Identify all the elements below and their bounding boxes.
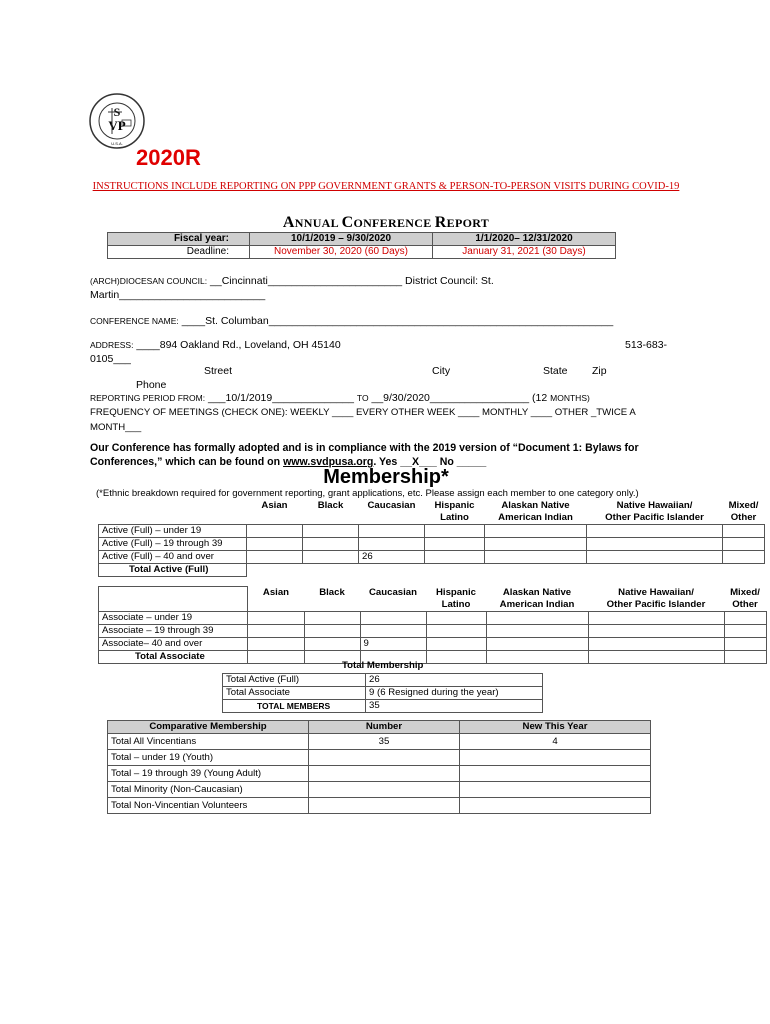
bylaws-text2a: Conferences,” which can be found on — [90, 456, 284, 468]
row-label: Total – 19 through 39 (Young Adult) — [108, 766, 309, 782]
cell[interactable] — [724, 650, 766, 663]
cell[interactable] — [248, 611, 305, 624]
col-hispanic — [426, 587, 486, 612]
svdp-seal-icon — [88, 92, 146, 150]
total-assoc-value[interactable]: 9 (6 Resigned during the year) — [366, 687, 543, 700]
cell[interactable]: 26 — [359, 551, 425, 564]
conference-label: CONFERENCE NAME: — [90, 316, 179, 326]
col-mixed — [723, 500, 765, 525]
col-hawaiian — [587, 500, 723, 525]
cell[interactable] — [360, 624, 426, 637]
number-cell[interactable]: 35 — [309, 734, 460, 750]
new-cell[interactable] — [460, 798, 651, 814]
cell[interactable] — [723, 525, 765, 538]
table-row — [99, 538, 765, 551]
cell[interactable] — [486, 624, 588, 637]
cell[interactable] — [724, 611, 766, 624]
total-members-value[interactable]: 35 — [366, 700, 543, 713]
state-caption: State — [543, 365, 568, 377]
cell[interactable] — [724, 624, 766, 637]
table-row — [108, 766, 651, 782]
cell[interactable] — [359, 525, 425, 538]
title-part: R — [434, 214, 447, 231]
cell[interactable] — [247, 551, 303, 564]
row-label: Total Minority (Non-Caucasian) — [108, 782, 309, 798]
street-caption: Street — [204, 365, 233, 377]
cell[interactable] — [426, 624, 486, 637]
cell[interactable] — [304, 611, 360, 624]
blank-header — [99, 587, 248, 612]
row-label: Associate – under 19 — [99, 611, 248, 624]
table-row — [108, 798, 651, 814]
cell[interactable] — [486, 637, 588, 650]
fiscal-col1-year: 10/1/2019 – 9/30/2020 — [250, 233, 433, 246]
col-hispanic-l2: Latino — [440, 512, 469, 523]
total-active-label: Total Active (Full) — [99, 564, 247, 577]
council-field[interactable] — [90, 274, 680, 302]
row-label: Total – under 19 (Youth) — [108, 750, 309, 766]
table-row — [108, 750, 651, 766]
council-line2: Martin_________________________ — [90, 289, 266, 301]
row-label: Active (Full) – 19 through 39 — [99, 538, 247, 551]
number-cell[interactable] — [309, 782, 460, 798]
cell[interactable]: 9 — [360, 637, 426, 650]
membership-title: Membership* — [323, 466, 449, 488]
title-part: EPORT — [446, 216, 490, 230]
logo-usa: U.S.A. — [111, 141, 123, 146]
period-to-label: TO — [356, 393, 369, 403]
period-from: ___10/1/2019______________ — [205, 392, 357, 404]
cell[interactable] — [723, 551, 765, 564]
cell[interactable] — [485, 551, 587, 564]
cell[interactable] — [426, 637, 486, 650]
cell[interactable] — [360, 611, 426, 624]
cell[interactable] — [304, 624, 360, 637]
table-row — [99, 637, 767, 650]
col-alaskan-l1: Alaskan Native — [502, 586, 572, 598]
bylaws-text1: Our Conference has formally adopted and is in compliance with the 2019 version of “Document 1: Bylaws for — [90, 442, 639, 454]
total-associate-label: Total Associate — [99, 650, 248, 663]
table-row — [99, 525, 765, 538]
bylaws-statement — [90, 441, 680, 469]
cell[interactable] — [303, 538, 359, 551]
address-label: ADDRESS: — [90, 340, 134, 350]
cell[interactable] — [359, 538, 425, 551]
col-mixed-l1: Mixed/ — [728, 500, 759, 511]
total-members-label: TOTAL MEMBERS — [223, 700, 366, 713]
cell[interactable] — [587, 538, 723, 551]
col-hawaiian-l1: Native Hawaiian/ — [616, 500, 693, 511]
address-value: ____894 Oakland Rd., Loveland, OH 45140 — [133, 339, 341, 351]
comparative-membership-table — [107, 720, 651, 814]
instructions-banner: INSTRUCTIONS INCLUDE REPORTING ON PPP GOVERNMENT GRANTS & PERSON-TO-PERSON VISITS DURING COVID-19 — [92, 181, 680, 192]
col-alaskan-l2: American Indian — [498, 512, 573, 523]
period-to-value: __9/30/2020_________________ (12 — [368, 392, 551, 404]
col-asian: Asian — [262, 586, 290, 598]
conference-name-field[interactable] — [90, 314, 680, 328]
col-hawaiian — [588, 587, 724, 612]
active-membership-table — [98, 500, 765, 577]
cell[interactable] — [247, 525, 303, 538]
new-this-year-header: New This Year — [460, 721, 651, 734]
cell[interactable] — [486, 650, 588, 663]
fiscal-col1-deadline: November 30, 2020 (60 Days) — [250, 246, 433, 259]
title-part: ONFERENCE — [353, 216, 435, 230]
council-value: __Cincinnati_______________________ District Council: St. — [207, 275, 494, 287]
cell[interactable] — [248, 650, 305, 663]
new-cell[interactable] — [460, 782, 651, 798]
col-hispanic-l2: Latino — [441, 598, 471, 610]
fiscal-col2-year: 1/1/2020– 12/31/2020 — [433, 233, 616, 246]
city-caption: City — [432, 365, 451, 377]
page-title — [90, 214, 682, 232]
associate-membership-table — [98, 586, 767, 664]
title-part: C — [341, 214, 354, 231]
col-hispanic-l1: Hispanic — [434, 500, 475, 511]
col-mixed-l1: Mixed/ — [730, 586, 760, 598]
row-label: Total All Vincentians — [108, 734, 309, 750]
comparative-header: Comparative Membership — [108, 721, 309, 734]
cell[interactable] — [724, 637, 766, 650]
new-cell[interactable] — [460, 750, 651, 766]
table-row — [99, 624, 767, 637]
form-year-label: 2020R — [136, 145, 201, 170]
frequency-line2: MONTH___ — [90, 422, 142, 433]
col-caucasian: Caucasian — [369, 586, 417, 598]
blank-header — [99, 500, 247, 525]
title-part: A — [282, 214, 295, 231]
col-asian: Asian — [261, 500, 288, 511]
col-black: Black — [319, 586, 345, 598]
col-alaskan-l1: Alaskan Native — [501, 500, 570, 511]
total-membership-title: Total Membership — [342, 660, 424, 671]
table-row — [99, 650, 767, 663]
table-row — [223, 687, 543, 700]
address-field[interactable] — [90, 338, 680, 366]
conference-value: ____St. Columban___________________________________________________________ — [178, 315, 614, 327]
total-active-value[interactable]: 26 — [366, 674, 543, 687]
cell[interactable] — [248, 624, 305, 637]
cell[interactable] — [588, 650, 724, 663]
cell[interactable] — [426, 650, 486, 663]
cell[interactable] — [486, 611, 588, 624]
fiscal-year-label: Fiscal year: — [108, 233, 250, 246]
zip-caption: Zip — [592, 365, 607, 377]
cell[interactable] — [588, 637, 724, 650]
table-row — [223, 674, 543, 687]
svg-text:VP: VP — [108, 118, 126, 133]
table-row — [108, 782, 651, 798]
cell[interactable] — [425, 538, 485, 551]
col-alaskan — [486, 587, 588, 612]
cell[interactable] — [723, 538, 765, 551]
new-cell[interactable] — [460, 766, 651, 782]
title-part: NNUAL — [294, 216, 342, 230]
col-mixed — [724, 587, 766, 612]
row-label: Total Non-Vincentian Volunteers — [108, 798, 309, 814]
col-hispanic — [425, 500, 485, 525]
reporting-period-field[interactable] — [90, 391, 680, 405]
col-hispanic-l1: Hispanic — [436, 586, 476, 598]
table-row — [99, 564, 765, 577]
table-row — [99, 551, 765, 564]
fiscal-col2-deadline: January 31, 2021 (30 Days) — [433, 246, 616, 259]
cell[interactable] — [426, 611, 486, 624]
phone-value: 513-683- — [625, 339, 668, 351]
phone-line2: 0105___ — [90, 353, 131, 365]
col-mixed-l2: Other — [730, 512, 757, 523]
cell[interactable] — [247, 538, 303, 551]
cell[interactable] — [588, 611, 724, 624]
blank — [247, 564, 765, 577]
row-label: Associate – 19 through 39 — [99, 624, 248, 637]
total-membership-table — [222, 673, 543, 713]
cell[interactable] — [248, 637, 305, 650]
col-alaskan — [485, 500, 587, 525]
cell[interactable] — [425, 525, 485, 538]
col-caucasian: Caucasian — [367, 500, 416, 511]
number-cell[interactable] — [309, 766, 460, 782]
cell[interactable] — [485, 538, 587, 551]
row-label: Associate– 40 and over — [99, 637, 248, 650]
cell[interactable] — [303, 525, 359, 538]
frequency-text: FREQUENCY OF MEETINGS (CHECK ONE): WEEKLY ____ EVERY OTHER WEEK ____ MONTHLY ____ OTHER _TWICE A — [90, 407, 636, 418]
cell[interactable] — [304, 637, 360, 650]
bylaws-yes-no[interactable]: . Yes __X___ No _____ — [373, 456, 487, 468]
cell[interactable] — [587, 551, 723, 564]
table-row — [108, 734, 651, 750]
cell[interactable] — [425, 551, 485, 564]
phone-caption: Phone — [136, 379, 167, 391]
row-label: Active (Full) – 40 and over — [99, 551, 247, 564]
membership-note: (*Ethnic breakdown required for government reporting, grant applications, etc. Please assign each member to one category only.) — [96, 488, 639, 499]
period-months: MONTHS) — [550, 393, 590, 403]
table-row — [99, 611, 767, 624]
col-hawaiian-l1: Native Hawaiian/ — [618, 586, 694, 598]
total-assoc-label: Total Associate — [223, 687, 366, 700]
total-active-label: Total Active (Full) — [223, 674, 366, 687]
fiscal-year-table — [107, 232, 616, 259]
new-cell[interactable]: 4 — [460, 734, 651, 750]
col-black: Black — [317, 500, 344, 511]
cell[interactable] — [485, 525, 587, 538]
bylaws-link[interactable]: www.svdpusa.org — [283, 456, 374, 468]
deadline-label: Deadline: — [108, 246, 250, 259]
col-hawaiian-l2: Other Pacific Islander — [606, 598, 706, 610]
meeting-frequency-field[interactable] — [90, 405, 680, 435]
row-label: Active (Full) – under 19 — [99, 525, 247, 538]
cell[interactable] — [303, 551, 359, 564]
cell[interactable] — [587, 525, 723, 538]
number-cell[interactable] — [309, 750, 460, 766]
cell[interactable] — [588, 624, 724, 637]
col-alaskan-l2: American Indian — [499, 598, 575, 610]
col-mixed-l2: Other — [732, 598, 758, 610]
number-cell[interactable] — [309, 798, 460, 814]
col-hawaiian-l2: Other Pacific Islander — [605, 512, 704, 523]
period-label: REPORTING PERIOD FROM: — [90, 393, 206, 403]
table-row — [223, 700, 543, 713]
number-header: Number — [309, 721, 460, 734]
council-label: (ARCH)DIOCESAN COUNCIL: — [90, 276, 208, 286]
